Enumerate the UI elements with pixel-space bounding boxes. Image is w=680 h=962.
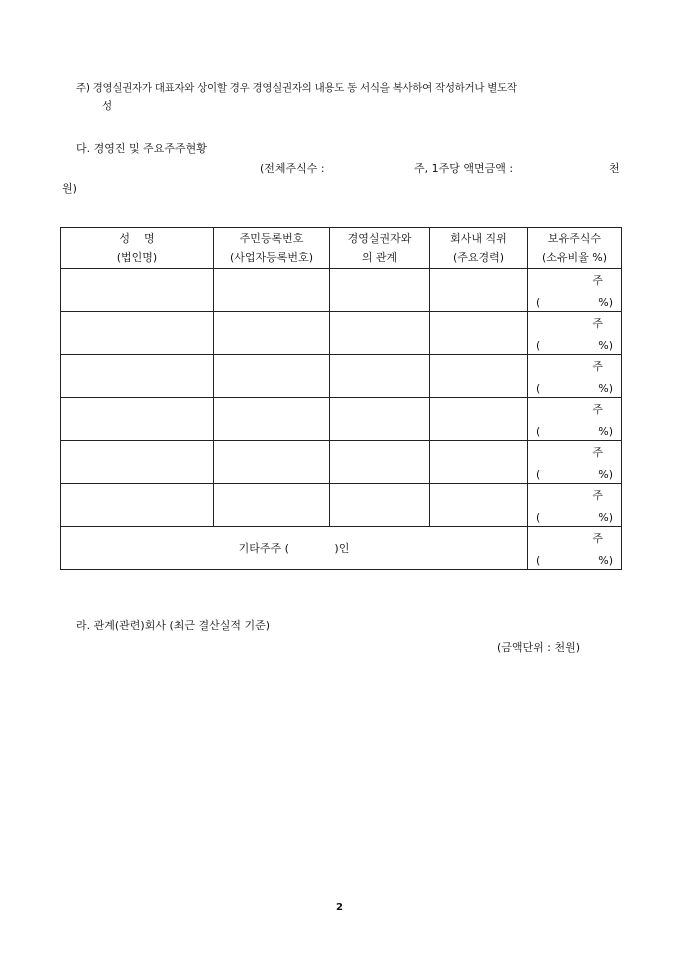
- shares-cell[interactable]: 주 ( %): [528, 269, 622, 312]
- position-cell[interactable]: [430, 484, 528, 527]
- shares-cell[interactable]: 주 ( %): [528, 484, 622, 527]
- header-shares: 보유주식수 (소유비율 %): [528, 228, 622, 269]
- table-row: [61, 398, 622, 441]
- position-cell[interactable]: [430, 269, 528, 312]
- section-ra-title: 라. 관계(관련)회사 (최근 결산실적 기준): [76, 619, 271, 632]
- position-cell[interactable]: [430, 441, 528, 484]
- name-cell[interactable]: [61, 398, 214, 441]
- position-cell[interactable]: [430, 312, 528, 355]
- relationship-cell[interactable]: [330, 484, 430, 527]
- header-name: 성 명 (법인명): [61, 228, 214, 269]
- name-cell[interactable]: [61, 269, 214, 312]
- note-line-2: 성: [102, 100, 113, 112]
- shares-cell[interactable]: 주 ( %): [528, 355, 622, 398]
- unit-won: 원): [62, 182, 77, 195]
- total-shares-line: [260, 160, 620, 176]
- shares-cell[interactable]: 주 ( %): [528, 312, 622, 355]
- shareholder-table: [60, 227, 622, 570]
- registration-cell[interactable]: [214, 269, 330, 312]
- position-cell[interactable]: [430, 398, 528, 441]
- table-header-row: [61, 228, 622, 269]
- header-position: 회사내 직위 (주요경력): [430, 228, 528, 269]
- other-shareholders-row: [61, 527, 622, 570]
- relationship-cell[interactable]: [330, 441, 430, 484]
- relationship-cell[interactable]: [330, 312, 430, 355]
- name-cell[interactable]: [61, 355, 214, 398]
- relationship-cell[interactable]: [330, 398, 430, 441]
- note-line-1: 주) 경영실권자가 대표자와 상이할 경우 경영실권자의 내용도 동 서식을 복사하여 작성하거나 별도작: [76, 82, 517, 94]
- relationship-cell[interactable]: [330, 355, 430, 398]
- section-da-title: 다. 경영진 및 주요주주현황: [76, 142, 207, 155]
- name-cell[interactable]: [61, 484, 214, 527]
- total-shares-label: (전체주식수 :: [260, 162, 325, 175]
- registration-cell[interactable]: [214, 312, 330, 355]
- table-row: [61, 441, 622, 484]
- registration-cell[interactable]: [214, 355, 330, 398]
- shares-cell[interactable]: 주 ( %): [528, 527, 622, 570]
- page-number: 2: [336, 902, 343, 913]
- registration-cell[interactable]: [214, 484, 330, 527]
- name-cell[interactable]: [61, 441, 214, 484]
- shares-cell[interactable]: 주 ( %): [528, 441, 622, 484]
- other-shareholders-label[interactable]: 기타주주 ( )인: [61, 527, 528, 570]
- relationship-cell[interactable]: [330, 269, 430, 312]
- registration-cell[interactable]: [214, 398, 330, 441]
- position-cell[interactable]: [430, 355, 528, 398]
- table-row: [61, 355, 622, 398]
- table-row: [61, 269, 622, 312]
- per-share-label: 주, 1주당 액면금액 :: [414, 162, 514, 175]
- table-row: [61, 312, 622, 355]
- amount-unit: (금액단위 : 천원): [497, 641, 581, 654]
- shares-cell[interactable]: 주 ( %): [528, 398, 622, 441]
- name-cell[interactable]: [61, 312, 214, 355]
- header-registration-number: 주민등록번호 (사업자등록번호): [214, 228, 330, 269]
- unit-cheon: 천: [609, 162, 620, 175]
- registration-cell[interactable]: [214, 441, 330, 484]
- header-relationship: 경영실권자와 의 관계: [330, 228, 430, 269]
- table-row: [61, 484, 622, 527]
